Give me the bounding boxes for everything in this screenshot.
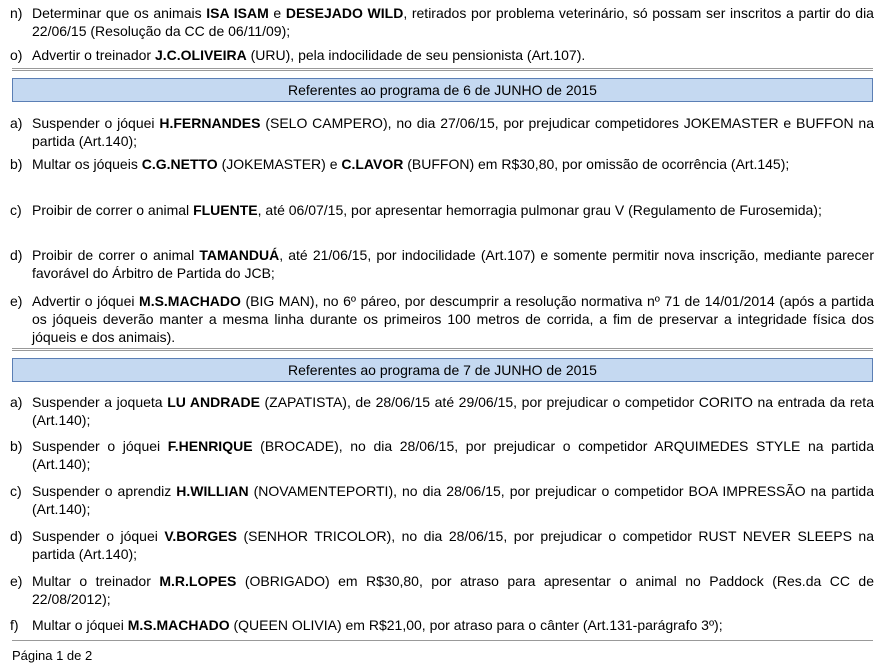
item-text-bold: FLUENTE bbox=[193, 202, 258, 218]
item-text-run: Suspender o jóquei bbox=[32, 438, 168, 454]
item-text bbox=[32, 292, 874, 346]
item-text-bold: DESEJADO WILD bbox=[285, 5, 404, 21]
item-text-run: Suspender a joqueta bbox=[32, 394, 168, 410]
item-label: d) bbox=[10, 528, 23, 544]
item-text-run: Determinar que os animais bbox=[32, 5, 207, 21]
item-text bbox=[32, 46, 874, 64]
item-text bbox=[32, 246, 874, 282]
item-text-run: , até 21/06/15, por indocilidade (Art.107) e somente permitir nova inscrição, mediante parecer favorável do Árbitro de Partida do JCB; bbox=[32, 247, 874, 281]
item-text-bold: F.HENRIQUE bbox=[167, 438, 253, 454]
item-text-run: Multar o treinador bbox=[32, 573, 160, 589]
item-text-run: (NOVAMENTEPORTI), no dia 28/06/15, por prejudicar o competidor BOA IMPRESSÃO na partida (Art.140); bbox=[32, 483, 875, 517]
item-text bbox=[32, 114, 874, 150]
item-text-run: (BIG MAN), no 6º páreo, por descumprir a resolução normativa nº 71 de 14/01/2014 (após a partida os jóqueis deverão manter a mesma linha durante os primeiros 100 metros de corrida, a fim de preservar a integridade física dos jóqueis e dos animais). bbox=[32, 293, 874, 345]
item-text-run: (URU), pela indocilidade de seu pensionista (Art.107). bbox=[246, 47, 586, 63]
item-text-bold: H.WILLIAN bbox=[176, 483, 249, 499]
item-text-run: Advertir o jóquei bbox=[32, 293, 140, 309]
item-label: a) bbox=[10, 115, 23, 131]
item-label: c) bbox=[10, 202, 22, 218]
item-text-run: (ZAPATISTA), de 28/06/15 até 29/06/15, por prejudicar o competidor CORITO na entrada da reta (Art.140); bbox=[32, 394, 874, 428]
item-text-run: Multar o jóquei bbox=[32, 617, 128, 633]
item-text-run: Proibir de correr o animal bbox=[32, 202, 194, 218]
item-text-run: Proibir de correr o animal bbox=[32, 247, 200, 263]
item-text-run: e bbox=[268, 5, 286, 21]
item-text-run: (OBRIGADO) em R$30,80, por atraso para apresentar o animal no Paddock (Res.da CC de 22/08/2012); bbox=[32, 573, 875, 607]
item-label: c) bbox=[10, 483, 22, 499]
item-label: o) bbox=[10, 47, 23, 63]
section-divider bbox=[12, 70, 873, 71]
item-label: f) bbox=[10, 617, 19, 633]
item-text-bold: H.FERNANDES bbox=[159, 115, 261, 131]
item-text bbox=[32, 4, 874, 40]
section-divider bbox=[12, 348, 873, 349]
section-header: Referentes ao programa de 6 de JUNHO de 2015 bbox=[12, 78, 873, 102]
item-text-bold: V.BORGES bbox=[164, 528, 237, 544]
item-text-run: (SELO CAMPERO), no dia 27/06/15, por prejudicar competidores JOKEMASTER e BUFFON na partida (Art.140); bbox=[32, 115, 874, 149]
item-text bbox=[32, 201, 874, 219]
item-text-bold: M.S.MACHADO bbox=[127, 617, 230, 633]
item-text-run: , retirados por problema veterinário, só possam ser inscritos a partir do dia 22/06/15 (Resolução da CC de 06/11/09); bbox=[32, 5, 874, 39]
item-text-bold: LU ANDRADE bbox=[167, 394, 260, 410]
item-text-run: (BUFFON) em R$30,80, por omissão de ocorrência (Art.145); bbox=[403, 156, 790, 172]
item-label: d) bbox=[10, 247, 23, 263]
item-text-run: (QUEEN OLIVIA) em R$21,00, por atraso para o cânter (Art.131-parágrafo 3º); bbox=[229, 617, 723, 633]
section-divider bbox=[12, 350, 873, 351]
item-text-run: Suspender o aprendiz bbox=[32, 483, 177, 499]
item-text-run: Suspender o jóquei bbox=[32, 115, 160, 131]
section-divider bbox=[12, 68, 873, 69]
item-label: b) bbox=[10, 438, 23, 454]
item-text-bold: ISA ISAM bbox=[206, 5, 269, 21]
item-label: a) bbox=[10, 394, 23, 410]
item-text-run: , até 06/07/15, por apresentar hemorragia pulmonar grau V (Regulamento de Furosemida); bbox=[257, 202, 822, 218]
item-text bbox=[32, 393, 874, 429]
item-label: b) bbox=[10, 156, 23, 172]
item-text bbox=[32, 616, 874, 634]
item-text-run: Advertir o treinador bbox=[32, 47, 155, 63]
item-text-run: (JOKEMASTER) e bbox=[217, 156, 342, 172]
section-divider bbox=[12, 640, 873, 641]
page-number: Página 1 de 2 bbox=[12, 648, 93, 663]
item-label: n) bbox=[10, 5, 23, 21]
item-text bbox=[32, 527, 874, 563]
item-text bbox=[32, 482, 874, 518]
item-text-run: (SENHOR TRICOLOR), no dia 28/06/15, por prejudicar o competidor RUST NEVER SLEEPS na partida (Art.140); bbox=[32, 528, 874, 562]
section-header: Referentes ao programa de 7 de JUNHO de 2015 bbox=[12, 358, 873, 382]
item-text-bold: C.G.NETTO bbox=[141, 156, 218, 172]
item-label: e) bbox=[10, 573, 23, 589]
item-label: e) bbox=[10, 293, 23, 309]
item-text bbox=[32, 572, 874, 608]
item-text-bold: M.S.MACHADO bbox=[139, 293, 241, 309]
item-text-run: (BROCADE), no dia 28/06/15, por prejudicar o competidor ARQUIMEDES STYLE na partida (Art.140); bbox=[32, 438, 874, 472]
item-text-run: Suspender o jóquei bbox=[32, 528, 165, 544]
item-text bbox=[32, 437, 874, 473]
item-text-run: Multar os jóqueis bbox=[32, 156, 142, 172]
item-text-bold: TAMANDUÁ bbox=[199, 247, 280, 263]
item-text bbox=[32, 155, 874, 173]
item-text-bold: M.R.LOPES bbox=[159, 573, 237, 589]
item-text-bold: J.C.OLIVEIRA bbox=[154, 47, 247, 63]
item-text-bold: C.LAVOR bbox=[341, 156, 404, 172]
